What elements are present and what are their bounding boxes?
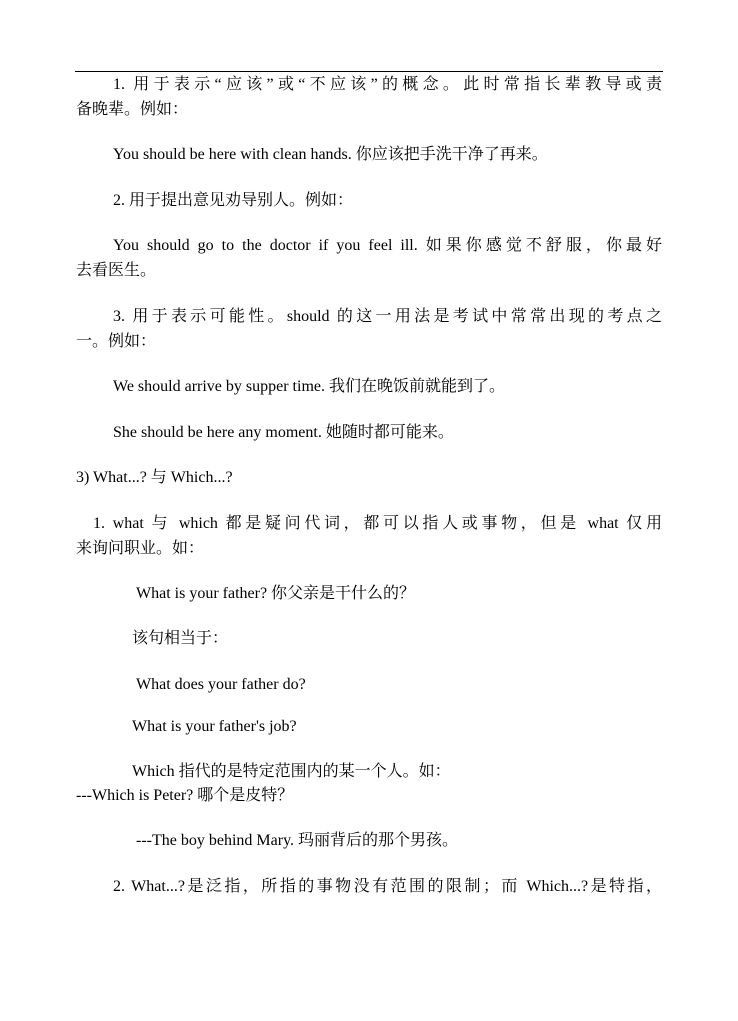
example-sentence-3: We should arrive by supper time. 我们在晚饭前就能到了。 <box>113 378 505 395</box>
equivalent-label: 该句相当于： <box>132 630 229 647</box>
example-sentence-4: She should be here any moment. 她随时都可能来。 <box>113 424 454 441</box>
paragraph-5: 2. What...?是泛指，所指的事物没有范围的限制；而 Which...?是特指， <box>113 878 662 895</box>
paragraph-3-line-1: 3. 用于表示可能性。should 的这一用法是考试中常常出现的考点之 <box>113 308 662 325</box>
paragraph-4-line-1: 1. what 与 which 都是疑问代词，都可以指人或事物，但是 what 仅用 <box>93 515 662 532</box>
example-sentence-5: What is your father? 你父亲是干什么的？ <box>136 585 416 602</box>
header-rule <box>75 71 663 72</box>
example-sentence-2-line-1: You should go to the doctor if you feel ill. 如果你感觉不舒服，你最好 <box>113 237 662 254</box>
example-dialogue-answer: ---The boy behind Mary. 玛丽背后的那个男孩。 <box>136 832 459 849</box>
paragraph-1-line-2: 备晚辈。例如： <box>76 101 189 118</box>
example-sentence-7: What is your father's job? <box>132 718 297 735</box>
paragraph-1-line-1: 1. 用于表示“应该”或“不应该”的概念。此时常指长辈教导或责 <box>113 76 662 93</box>
paragraph-4-line-2: 来询问职业。如： <box>76 540 205 557</box>
paragraph-3-line-2: 一。例如： <box>76 333 157 350</box>
which-description: Which 指代的是特定范围内的某一个人。如： <box>132 763 451 780</box>
example-sentence-1: You should be here with clean hands. 你应该把手洗干净了再来。 <box>113 146 548 163</box>
example-sentence-2-line-2: 去看医生。 <box>76 262 157 279</box>
example-dialogue-question: ---Which is Peter? 哪个是皮特？ <box>76 787 294 804</box>
paragraph-2: 2. 用于提出意见劝导别人。例如： <box>113 192 354 209</box>
section-heading-what-which: 3) What...? 与 Which...? <box>76 469 233 486</box>
example-sentence-6: What does your father do? <box>136 676 306 693</box>
